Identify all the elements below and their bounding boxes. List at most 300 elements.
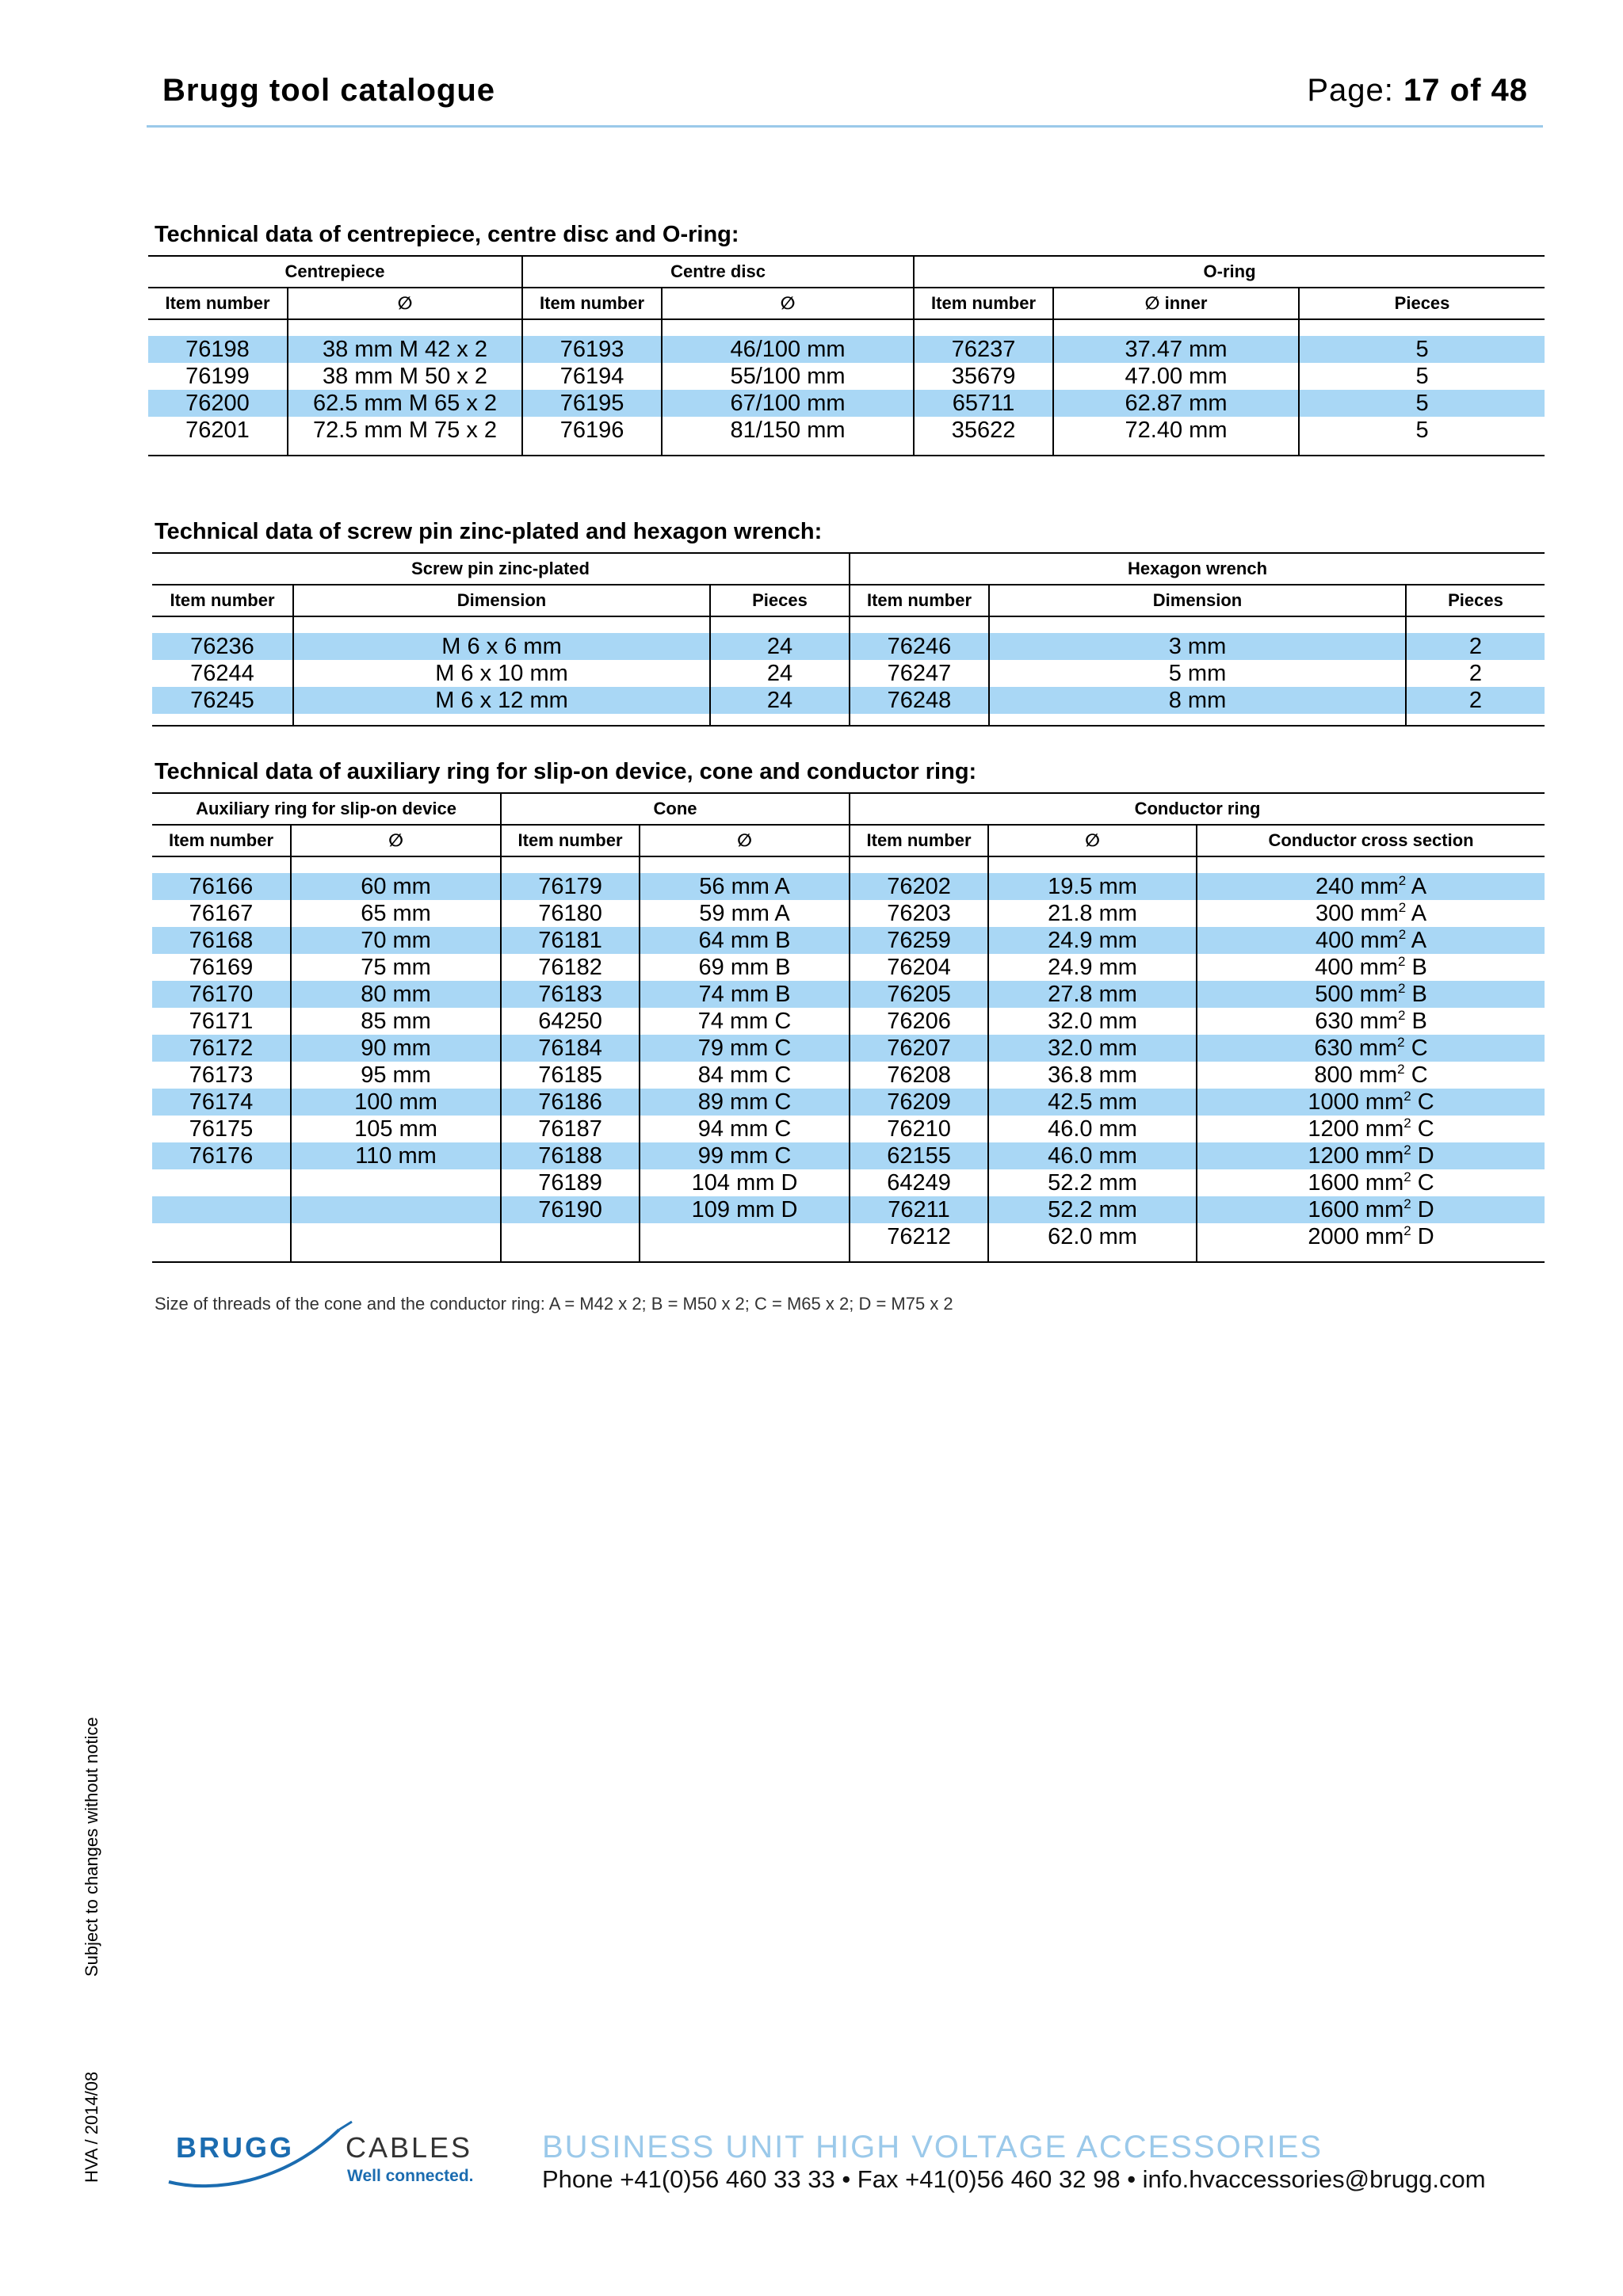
thread-code: A [1411,901,1427,926]
end-row [148,444,1545,456]
table-cell: 65711 [914,390,1053,417]
cross-section-value: 400 [1316,928,1354,953]
unit-base: mm [1365,1197,1404,1222]
column-header: ∅ [662,288,914,319]
section-title-auxiliary-ring: Technical data of auxiliary ring for slip-on device, cone and conductor ring: [155,759,977,784]
table-cell: 76206 [850,1008,988,1035]
table-cell: 76196 [522,417,662,444]
table-row [152,1062,1545,1089]
table-cell: 76203 [850,900,988,927]
table-cell: 36.8 mm [988,1062,1197,1089]
column-header: Dimension [989,585,1406,616]
table-cell: 52.2 mm [988,1169,1197,1196]
table-cell: 24 [710,687,850,714]
spacer-cell [1406,616,1545,633]
table-cell: 62.87 mm [1053,390,1299,417]
spacer-cell [989,616,1406,633]
table-cell [1197,1196,1545,1223]
table-row [152,1008,1545,1035]
cross-section-value: 400 [1315,955,1354,980]
table-cell: 5 [1299,417,1545,444]
table-cell: 76180 [501,900,640,927]
table-cell: 76193 [522,336,662,363]
spacer-cell [291,1250,501,1262]
table-cell: 74 mm B [640,981,850,1008]
table-cell: 76167 [189,901,254,926]
table-cell [1197,927,1545,954]
table-row [152,1223,1545,1250]
table-cell [1197,1062,1545,1089]
table-cell: 62.0 mm [988,1223,1197,1250]
spacer-cell [293,616,710,633]
unit-exponent: 2 [1403,1196,1411,1211]
table-centrepiece [148,255,1545,456]
column-header: ∅ [291,825,501,856]
unit-exponent: 2 [1398,900,1407,915]
spacer-cell [1299,444,1545,456]
table-cell: 65 mm [291,900,501,927]
table-cell: 76194 [522,363,662,390]
group-header: Centrepiece [148,256,522,288]
table-row [152,1116,1545,1142]
table-cell: 67/100 mm [662,390,914,417]
table-cell: 94 mm C [640,1116,850,1142]
group-header: Conductor ring [850,793,1545,825]
table-cell: 64249 [850,1169,988,1196]
table-cell: 76259 [850,927,988,954]
catalogue-title: Brugg tool catalogue [162,73,495,108]
table-cell: 85 mm [291,1008,501,1035]
thread-code: D [1417,1143,1434,1169]
table-cell: 76166 [152,873,291,900]
table-cell: 5 mm [989,660,1406,687]
column-header: Item number [850,585,989,616]
table-cell: 76244 [190,661,254,686]
table-cell: 105 mm [291,1116,501,1142]
table-row [152,981,1545,1008]
spacer-cell [148,444,288,456]
table-cell: 89 mm C [640,1089,850,1116]
unit-exponent: 2 [1403,1142,1411,1158]
column-header: Dimension [293,585,710,616]
spacer-cell [152,1250,291,1262]
table-cell: 109 mm D [640,1196,850,1223]
spacer-cell [989,714,1406,726]
spacer-cell [662,444,914,456]
table-auxiliary-ring [152,792,1545,1263]
table-cell: 81/150 mm [662,417,914,444]
column-header: Item number [501,825,640,856]
table-cell [152,1223,291,1250]
table-cell: 76236 [152,633,293,660]
header-divider [147,125,1543,128]
table-cell: 8 mm [989,687,1406,714]
spacer-cell [288,444,522,456]
table-row [152,1089,1545,1116]
table-cell: 69 mm B [640,954,850,981]
table-cell: 5 [1299,336,1545,363]
table-row [152,1142,1545,1169]
page-indicator [1307,73,1528,109]
spacer-cell [152,856,291,873]
unit-base: mm [1365,1170,1404,1196]
cross-section-value: 800 [1314,1062,1353,1088]
table-cell: 79 mm C [640,1035,850,1062]
column-header-row [152,825,1545,856]
table-cell: 37.47 mm [1053,336,1299,363]
unit-base: mm [1359,955,1398,980]
table-cell [1197,1142,1545,1169]
table-cell: 2 [1406,687,1545,714]
table-cell: 76186 [501,1089,640,1116]
group-header: Cone [501,793,850,825]
spacer-cell [522,444,662,456]
table-cell: 46.0 mm [988,1142,1197,1169]
table-cell: 76212 [850,1223,988,1250]
table-cell [1197,900,1545,927]
contact-info: Phone +41(0)56 460 33 33 • Fax +41(0)56 460 32 98 • info.hvaccessories@brugg.com [542,2165,1486,2193]
logo-product: CABLES [346,2131,473,2164]
table-cell: 76189 [501,1169,640,1196]
table-cell: 76184 [501,1035,640,1062]
spacer-cell [710,616,850,633]
table-cell: 59 mm A [640,900,850,927]
table-cell: 62.5 mm M 65 x 2 [288,390,522,417]
page-prefix: Page: [1307,73,1394,108]
table-screw-pin [152,552,1545,727]
thread-code: A [1411,928,1427,953]
table-cell: 46.0 mm [988,1116,1197,1142]
table-cell: 76175 [189,1116,254,1142]
page-number: 17 of 48 [1403,73,1528,108]
end-row [152,1250,1545,1262]
table-row [152,687,1545,714]
table-row [152,927,1545,954]
table-cell: 70 mm [291,927,501,954]
table-cell: 76210 [850,1116,988,1142]
table-cell: 35622 [914,417,1053,444]
table-cell [1197,1223,1545,1250]
table-cell: 60 mm [291,873,501,900]
table-cell: 76187 [501,1116,640,1142]
table-row [152,873,1545,900]
spacer-cell [1406,714,1545,726]
column-header: Item number [152,825,291,856]
thread-code: B [1411,1009,1427,1034]
table-cell: 64 mm B [640,927,850,954]
table-cell: 74 mm C [640,1008,850,1035]
spacer-cell [1197,856,1545,873]
table-cell: 19.5 mm [988,873,1197,900]
thread-code: C [1411,1035,1428,1061]
table-cell: M 6 x 12 mm [293,687,710,714]
table-cell: 76201 [185,418,250,443]
spacer-cell [850,1250,988,1262]
spacer-cell [988,1250,1197,1262]
table-cell: 80 mm [291,981,501,1008]
unit-exponent: 2 [1403,1169,1411,1184]
unit-base: mm [1360,874,1399,899]
column-header: Pieces [710,585,850,616]
column-header: ∅ [988,825,1197,856]
spacer-cell [1053,444,1299,456]
table-cell: 64250 [501,1008,640,1035]
table-cell: 76207 [850,1035,988,1062]
unit-exponent: 2 [1397,1035,1405,1050]
column-header: Item number [914,288,1053,319]
group-header: Auxiliary ring for slip-on device [152,793,501,825]
table-cell [1197,1035,1545,1062]
unit-exponent: 2 [1397,954,1406,969]
spacer-cell [914,319,1053,336]
logo-tagline: Well connected. [347,2167,474,2185]
table-cell: 100 mm [291,1089,501,1116]
table-cell: 76190 [501,1196,640,1223]
unit-base: mm [1365,1116,1404,1142]
cross-section-value: 2000 [1308,1224,1359,1249]
table-cell [152,1169,291,1196]
table-row [148,417,1545,444]
table-row [148,363,1545,390]
spacer-cell [988,856,1197,873]
table-cell: 76208 [850,1062,988,1089]
table-cell: 76247 [850,660,989,687]
spacer-cell [1197,1250,1545,1262]
logo-brand: BRUGG [176,2131,294,2164]
table-cell: 5 [1299,390,1545,417]
spacer-cell [850,856,988,873]
cross-section-value: 1600 [1308,1197,1359,1222]
group-header: Hexagon wrench [850,553,1545,585]
table-cell: 76211 [850,1196,988,1223]
cross-section-value: 300 [1316,901,1354,926]
unit-base: mm [1359,982,1398,1007]
table-cell: 76179 [501,873,640,900]
table-cell: 5 [1299,363,1545,390]
table-cell [1197,954,1545,981]
table-cell: 76170 [152,981,291,1008]
table-cell: 110 mm [291,1142,501,1169]
table-cell: 76245 [152,687,293,714]
table-row [152,1196,1545,1223]
table-cell: 32.0 mm [988,1008,1197,1035]
table-cell: 76173 [189,1062,254,1088]
spacer-cell [148,319,288,336]
table-cell: 72.40 mm [1053,417,1299,444]
column-header: Item number [148,288,288,319]
table-cell: 104 mm D [640,1169,850,1196]
table-row [152,1035,1545,1062]
table-cell: 62155 [850,1142,988,1169]
table-cell [501,1223,640,1250]
table-cell: 52.2 mm [988,1196,1197,1223]
section-title-centrepiece: Technical data of centrepiece, centre disc and O-ring: [155,222,739,247]
unit-exponent: 2 [1403,1116,1411,1131]
unit-base: mm [1358,1035,1398,1061]
table-cell [640,1223,850,1250]
table-cell: 35679 [914,363,1053,390]
unit-base: mm [1365,1143,1404,1169]
unit-exponent: 2 [1397,1008,1406,1023]
unit-base: mm [1360,928,1399,953]
table-cell [1197,981,1545,1008]
table-row [152,660,1545,687]
cross-section-value: 1600 [1308,1170,1359,1196]
table-cell: 2 [1406,660,1545,687]
group-header: Screw pin zinc-plated [152,553,850,585]
column-header: Conductor cross section [1197,825,1545,856]
group-header-row [148,256,1545,288]
table-cell: 75 mm [291,954,501,981]
thread-code: A [1411,874,1427,899]
spacer-row [152,616,1545,633]
unit-exponent: 2 [1398,927,1407,942]
spacer-cell [850,714,989,726]
table-cell: 76168 [152,927,291,954]
table-cell: 21.8 mm [988,900,1197,927]
table-cell [1197,1089,1545,1116]
end-row [152,714,1545,726]
table-body [152,553,1545,726]
spacer-cell [640,1250,850,1262]
column-header: Item number [522,288,662,319]
spacer-row [152,856,1545,873]
cross-section-value: 1000 [1308,1089,1359,1115]
table-cell: 99 mm C [640,1142,850,1169]
unit-exponent: 2 [1397,981,1406,996]
table-cell: 76188 [501,1142,640,1169]
table-cell: 76195 [522,390,662,417]
table-cell: 76200 [148,390,288,417]
table-cell: 76209 [850,1089,988,1116]
thread-code: D [1417,1197,1434,1222]
table-cell: 76181 [501,927,640,954]
table-cell: 24.9 mm [988,927,1197,954]
table-cell: 32.0 mm [988,1035,1197,1062]
table-cell: 76202 [850,873,988,900]
section-title-screw-pin: Technical data of screw pin zinc-plated and hexagon wrench: [155,519,823,544]
cross-section-value: 630 [1314,1035,1353,1061]
thread-code: D [1417,1224,1434,1249]
spacer-cell [152,616,293,633]
spacer-cell [152,714,293,726]
table-cell: 46/100 mm [662,336,914,363]
spacer-cell [850,616,989,633]
table-cell: 76204 [850,954,988,981]
spacer-cell [710,714,850,726]
spacer-row [148,319,1545,336]
table-cell: 27.8 mm [988,981,1197,1008]
group-header: Centre disc [522,256,914,288]
thread-code: C [1417,1089,1434,1115]
table-cell: 76183 [501,981,640,1008]
disclaimer-text: Subject to changes without notice [82,1717,101,1977]
thread-code: B [1411,982,1427,1007]
thread-code: C [1411,1062,1428,1088]
table-cell: M 6 x 10 mm [293,660,710,687]
unit-exponent: 2 [1397,1062,1405,1077]
cross-section-value: 1200 [1308,1116,1359,1142]
table-cell: 24 [710,633,850,660]
table-row [148,390,1545,417]
table-cell: 76174 [152,1089,291,1116]
cross-section-value: 1200 [1308,1143,1359,1169]
cross-section-value: 500 [1315,982,1354,1007]
unit-base: mm [1358,1062,1398,1088]
table-cell [1197,873,1545,900]
cross-section-value: 240 [1316,874,1354,899]
column-header: ∅ inner [1053,288,1299,319]
thread-code: C [1417,1170,1434,1196]
table-cell: 47.00 mm [1053,363,1299,390]
table-cell: 24 [710,660,850,687]
unit-base: mm [1360,901,1399,926]
column-header: Pieces [1406,585,1545,616]
table-cell: 76169 [189,955,254,980]
table-row [152,633,1545,660]
group-header-row [152,553,1545,585]
table-cell [1197,1008,1545,1035]
thread-size-note: Size of threads of the cone and the conductor ring: A = M42 x 2; B = M50 x 2; C = M65 x 2; D = M75 x 2 [155,1294,953,1314]
table-body [152,793,1545,1262]
table-cell: 38 mm M 42 x 2 [288,336,522,363]
table-body [148,256,1545,456]
table-cell: 76198 [148,336,288,363]
unit-exponent: 2 [1398,873,1407,888]
table-cell: 90 mm [291,1035,501,1062]
cross-section-value: 630 [1315,1009,1354,1034]
table-cell: 76171 [189,1009,254,1034]
table-cell: 76246 [850,633,989,660]
table-row [152,900,1545,927]
table-cell: 2 [1406,633,1545,660]
table-row [152,1169,1545,1196]
spacer-cell [1299,319,1545,336]
spacer-cell [662,319,914,336]
group-header: O-ring [914,256,1545,288]
unit-exponent: 2 [1403,1223,1411,1238]
column-header: Pieces [1299,288,1545,319]
spacer-cell [288,319,522,336]
column-header: Item number [152,585,293,616]
table-cell: 76199 [185,364,250,389]
table-cell: 76248 [850,687,989,714]
column-header: Item number [850,825,988,856]
table-cell [1197,1116,1545,1142]
table-row [152,954,1545,981]
spacer-cell [522,319,662,336]
table-cell: 76172 [152,1035,291,1062]
column-header-row [148,288,1545,319]
table-cell [152,1196,291,1223]
spacer-cell [501,1250,640,1262]
unit-base: mm [1365,1224,1404,1249]
table-cell [1197,1169,1545,1196]
column-header-row [152,585,1545,616]
thread-code: B [1411,955,1427,980]
table-cell: 76185 [501,1062,640,1089]
table-cell [291,1196,501,1223]
spacer-cell [1053,319,1299,336]
unit-exponent: 2 [1403,1089,1411,1104]
thread-code: C [1417,1116,1434,1142]
spacer-cell [293,714,710,726]
table-cell: 56 mm A [640,873,850,900]
unit-base: mm [1365,1089,1404,1115]
unit-base: mm [1359,1009,1398,1034]
table-cell: 76237 [914,336,1053,363]
spacer-cell [640,856,850,873]
